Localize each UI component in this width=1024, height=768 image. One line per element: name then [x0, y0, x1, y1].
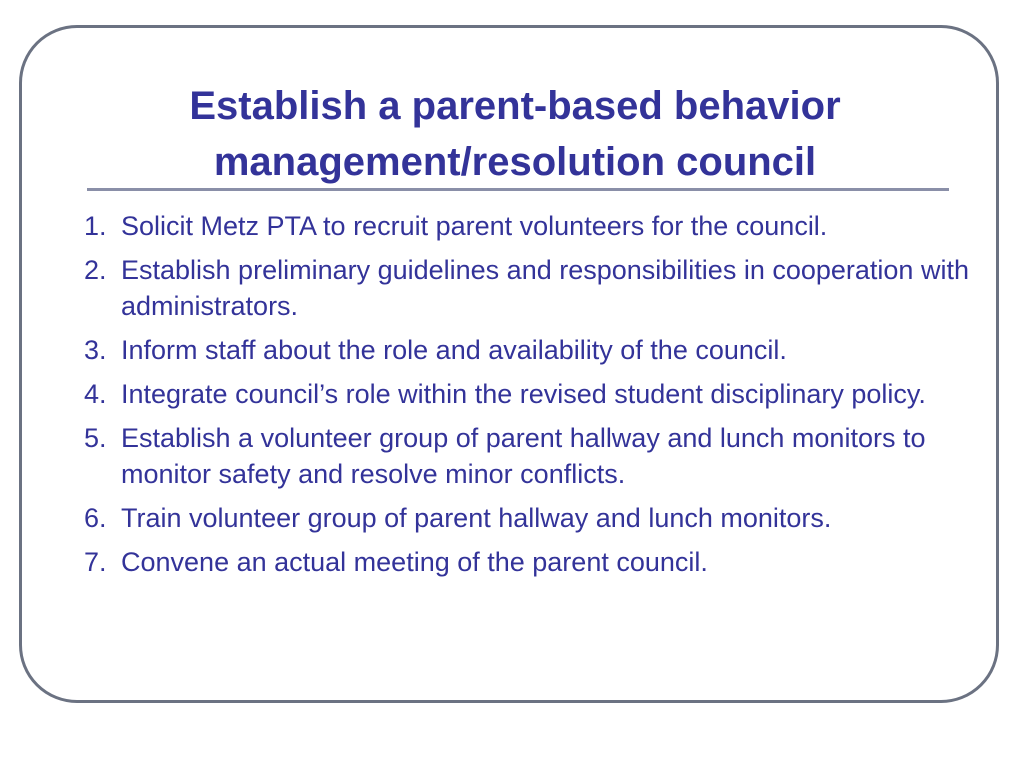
item-text: Solicit Metz PTA to recruit parent volunteers for the council. [121, 211, 828, 241]
item-text: Inform staff about the role and availability of the council. [121, 335, 787, 365]
item-number: 1. [84, 211, 107, 241]
item-text: Convene an actual meeting of the parent council. [121, 547, 708, 577]
title-line-2: management/resolution council [213, 140, 817, 184]
item-number: 7. [84, 547, 107, 577]
title-line-1: Establish a parent-based behavior [189, 84, 841, 128]
list-item [38, 544, 998, 580]
list-item [38, 376, 998, 412]
action-item-list [38, 208, 998, 588]
item-number: 4. [84, 379, 107, 409]
list-item [38, 332, 998, 368]
item-number: 5. [84, 423, 107, 453]
title-divider [87, 188, 949, 191]
item-number: 6. [84, 503, 107, 533]
list-item [38, 208, 998, 244]
item-number: 2. [84, 255, 107, 285]
slide-title [60, 78, 970, 190]
item-text: Integrate council’s role within the revised student disciplinary policy. [121, 379, 926, 409]
list-item [38, 420, 998, 492]
list-item [38, 252, 998, 324]
item-text: Train volunteer group of parent hallway and lunch monitors. [121, 503, 832, 533]
list-item [38, 500, 998, 536]
item-text: Establish preliminary guidelines and responsibilities in cooperation with administrators. [121, 255, 969, 321]
item-text: Establish a volunteer group of parent hallway and lunch monitors to monitor safety and resolve minor conflicts. [121, 423, 926, 489]
item-number: 3. [84, 335, 107, 365]
